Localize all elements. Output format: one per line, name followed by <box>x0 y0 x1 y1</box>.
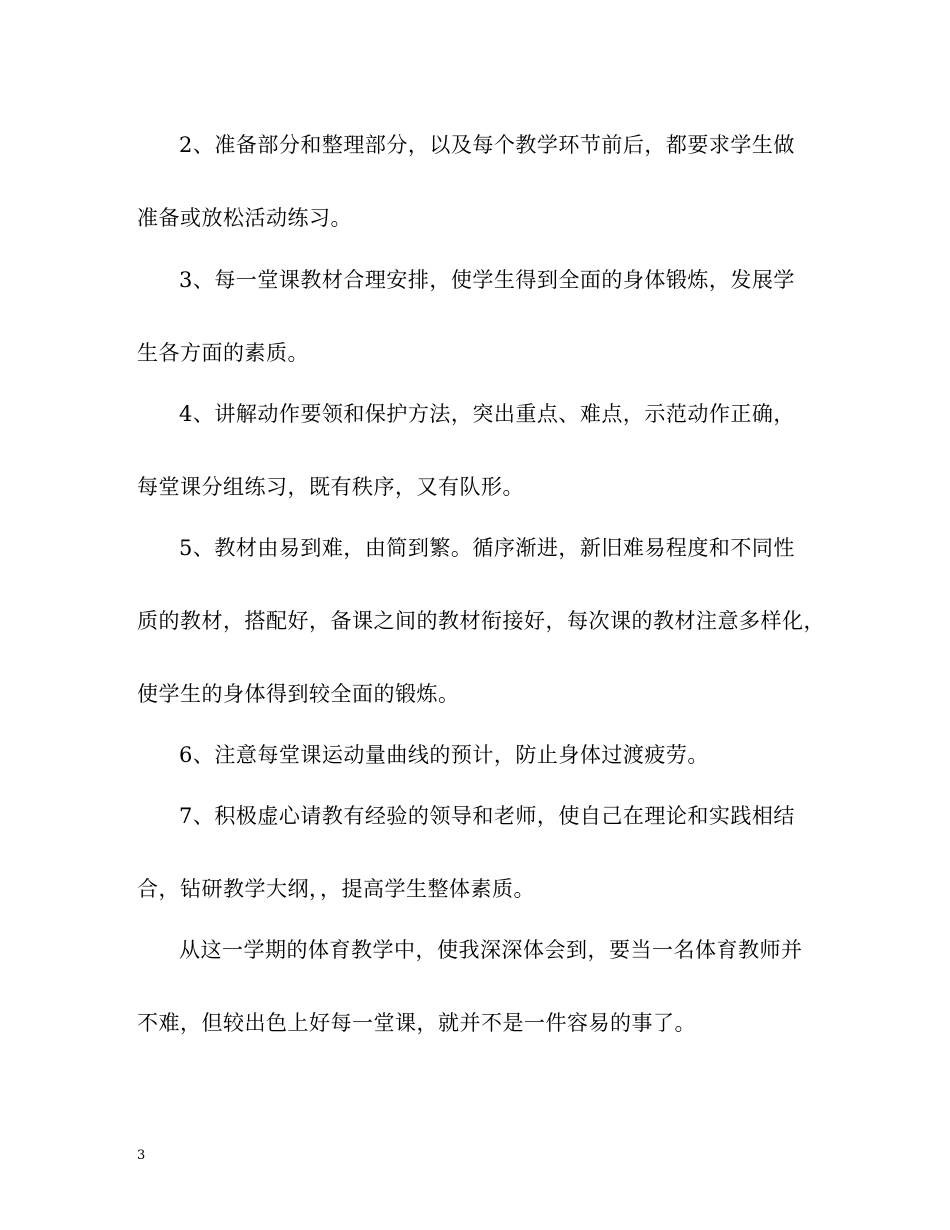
paragraph-4-line-1: 4、讲解动作要领和保护方法，突出重点、难点，示范动作正确， <box>179 402 795 426</box>
paragraph-5-line-1: 5、教材由易到难，由简到繁。循序渐进，新旧难易程度和不同性 <box>179 536 795 560</box>
paragraph-2-line-2: 准备或放松活动练习。 <box>137 206 352 230</box>
paragraph-7-line-2: 合，钻研教学大纲，，提高学生整体素质。 <box>137 877 535 901</box>
paragraph-6-line-1: 6、注意每堂课运动量曲线的预计，防止身体过渡疲劳。 <box>179 743 709 767</box>
paragraph-8-line-2: 不难，但较出色上好每一堂课，就并不是一件容易的事了。 <box>137 1011 696 1035</box>
paragraph-5-line-2: 质的教材，搭配好，备课之间的教材衔接好，每次课的教材注意多样化， <box>137 609 825 633</box>
paragraph-2-line-1: 2、准备部分和整理部分，以及每个教学环节前后，都要求学生做 <box>179 133 795 157</box>
paragraph-8-line-1: 从这一学期的体育教学中，使我深深体会到，要当一名体育教师并 <box>179 938 803 962</box>
paragraph-3-line-1: 3、每一堂课教材合理安排，使学生得到全面的身体锻炼，发展学 <box>179 268 795 292</box>
paragraph-3-line-2: 生各方面的素质。 <box>137 341 309 365</box>
paragraph-5-line-3: 使学生的身体得到较全面的锻炼。 <box>137 682 460 706</box>
paragraph-4-line-2: 每堂课分组练习，既有秩序，又有队形。 <box>137 475 524 499</box>
page-number: 3 <box>137 1148 146 1163</box>
paragraph-7-line-1: 7、积极虚心请教有经验的领导和老师，使自己在理论和实践相结 <box>179 804 795 828</box>
